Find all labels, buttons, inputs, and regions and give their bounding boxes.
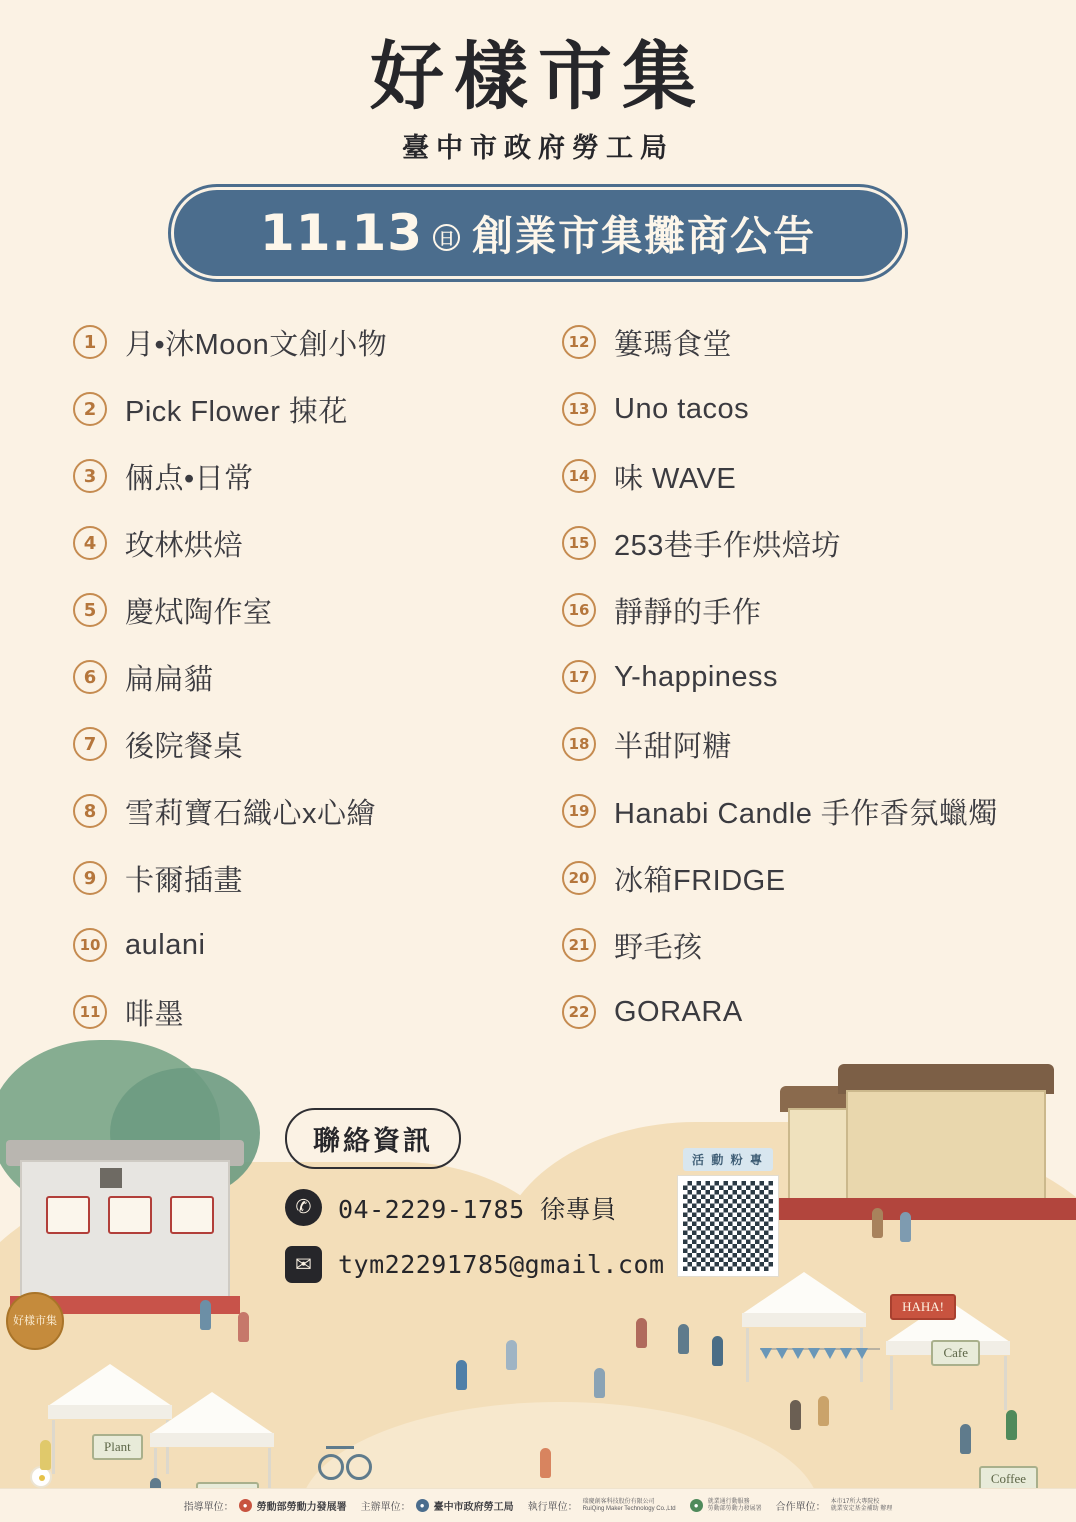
vendor-name: 慶烒陶作室 xyxy=(125,596,273,629)
list-item xyxy=(562,644,1003,711)
vendor-name: Y-happiness xyxy=(614,660,779,693)
announcement-banner xyxy=(171,187,905,279)
person-figure xyxy=(636,1318,647,1348)
list-item xyxy=(73,912,538,979)
page-title: 好樣市集 xyxy=(370,34,706,120)
qr-code-icon[interactable] xyxy=(678,1176,778,1276)
footer-item xyxy=(361,1498,514,1513)
list-item xyxy=(562,778,1003,845)
agency-logo-icon: ● xyxy=(416,1499,429,1512)
contact-phone-row xyxy=(285,1189,665,1226)
list-item xyxy=(73,845,538,912)
vendor-name: 253巷手作烘焙坊 xyxy=(614,529,841,562)
person-figure xyxy=(790,1400,801,1430)
footer-item xyxy=(776,1498,893,1513)
list-item xyxy=(73,979,538,1046)
footer-org: 本市17所大專院校 xyxy=(830,1498,880,1505)
vendor-name: aulani xyxy=(125,928,206,961)
list-item xyxy=(562,711,1003,778)
mail-icon: ✉ xyxy=(285,1246,322,1283)
event-date: 11.13 xyxy=(259,203,424,262)
person-figure xyxy=(540,1448,551,1478)
brick-wall xyxy=(776,1198,1076,1220)
list-item xyxy=(562,443,1003,510)
person-figure xyxy=(818,1396,829,1426)
vendor-name: 月•沐Moon文創小物 xyxy=(125,328,388,361)
vendor-name: 半甜阿糖 xyxy=(614,730,733,763)
contact-email-row xyxy=(285,1246,665,1283)
vendor-name: 卡爾插畫 xyxy=(125,864,244,897)
list-item xyxy=(562,912,1003,979)
plant-stall-sign: Plant xyxy=(92,1434,143,1460)
contact-phone-text: 04-2229-1785 徐專員 xyxy=(338,1194,617,1224)
agency-logo-icon: ● xyxy=(690,1499,703,1512)
list-item xyxy=(562,577,1003,644)
house-window xyxy=(46,1196,90,1234)
footer-item xyxy=(184,1498,347,1513)
vendor-name: 野毛孩 xyxy=(614,931,703,964)
person-figure xyxy=(872,1208,883,1238)
page-subtitle: 臺中市政府勞工局 xyxy=(402,132,674,163)
vendor-number: 6 xyxy=(73,660,107,694)
footer-org: 臺中市政府勞工局 xyxy=(433,1502,514,1513)
list-item xyxy=(562,309,1003,376)
house-window xyxy=(170,1196,214,1234)
vendor-number: 20 xyxy=(562,861,596,895)
vendor-number: 11 xyxy=(73,995,107,1029)
vendor-number: 8 xyxy=(73,794,107,828)
vendor-name: 冰箱FRIDGE xyxy=(614,864,786,897)
footer-label: 合作單位： xyxy=(775,1502,826,1513)
list-item xyxy=(73,577,538,644)
person-figure xyxy=(456,1360,467,1390)
cafe-stall-sign: Cafe xyxy=(931,1340,980,1366)
list-item xyxy=(562,979,1003,1046)
vendor-number: 1 xyxy=(73,325,107,359)
vendor-name: 玫林烘焙 xyxy=(125,529,244,562)
footer-org: 勞動部勞動力發展署 xyxy=(256,1502,347,1513)
footer-org: 瑞慶創客科技股份有限公司 xyxy=(582,1498,655,1505)
vendor-number: 19 xyxy=(562,794,596,828)
vendor-name: Uno tacos xyxy=(614,392,750,425)
person-figure xyxy=(238,1312,249,1342)
agency-logo-icon: ● xyxy=(239,1499,252,1512)
footer-label: 執行單位： xyxy=(527,1502,578,1513)
person-figure xyxy=(960,1424,971,1454)
festival-banner-sign: HAHA! xyxy=(890,1294,956,1320)
list-item xyxy=(73,644,538,711)
list-item xyxy=(73,510,538,577)
vendor-number: 22 xyxy=(562,995,596,1029)
contact-heading: 聯絡資訊 xyxy=(285,1108,461,1169)
list-item xyxy=(562,376,1003,443)
vendor-name: GORARA xyxy=(614,995,743,1028)
footer-label: 指導單位： xyxy=(183,1502,234,1513)
vendor-number: 3 xyxy=(73,459,107,493)
list-item xyxy=(73,443,538,510)
sponsor-footer xyxy=(0,1488,1076,1522)
vendor-name: 靜靜的手作 xyxy=(614,596,762,629)
vendor-name: 簍瑪食堂 xyxy=(614,328,733,361)
vendor-name: Pick Flower 捒花 xyxy=(125,395,348,428)
list-item xyxy=(73,376,538,443)
person-figure xyxy=(678,1324,689,1354)
market-tent-icon xyxy=(150,1392,274,1447)
qr-section xyxy=(678,1148,778,1276)
barn-illustration xyxy=(846,1090,1046,1200)
vendor-number: 21 xyxy=(562,928,596,962)
weekday-badge: 日 xyxy=(433,224,460,251)
vendor-number: 5 xyxy=(73,593,107,627)
person-figure xyxy=(712,1336,723,1366)
poster-header xyxy=(0,0,1076,165)
list-item xyxy=(562,845,1003,912)
footer-org: 就業通行動服務 xyxy=(707,1498,750,1505)
vendor-number: 17 xyxy=(562,660,596,694)
vendor-number: 9 xyxy=(73,861,107,895)
vendor-name: 扁扁貓 xyxy=(125,663,214,696)
vendor-name: 味 WAVE xyxy=(614,462,737,495)
footer-item xyxy=(690,1499,762,1513)
list-item xyxy=(73,711,538,778)
contact-email-text: tym22291785@gmail.com xyxy=(338,1250,665,1279)
vendor-number: 10 xyxy=(73,928,107,962)
person-figure xyxy=(594,1368,605,1398)
coffee-stall-sign: Coffee xyxy=(979,1466,1038,1492)
vendor-name: 倆点•日常 xyxy=(125,462,254,495)
footer-org-sub: 就業安定基金補助 辦理 xyxy=(830,1505,893,1512)
vendor-name: 後院餐桌 xyxy=(125,730,244,763)
footer-item xyxy=(528,1498,676,1513)
vendor-number: 2 xyxy=(73,392,107,426)
qr-label: 活 動 粉 專 xyxy=(683,1148,773,1171)
footer-org-sub: RuiQing Maker Technology Co.,Ltd xyxy=(582,1505,676,1512)
person-figure xyxy=(40,1440,51,1470)
list-item xyxy=(73,309,538,376)
banner-headline: 創業市集攤商公告 xyxy=(472,213,817,260)
footer-label: 主辦單位： xyxy=(360,1502,411,1513)
bunting-flags-icon xyxy=(760,1348,880,1350)
contact-section xyxy=(285,1108,665,1283)
vendor-number: 7 xyxy=(73,727,107,761)
market-stamp-icon: 好樣市集 xyxy=(6,1292,64,1350)
person-figure xyxy=(900,1212,911,1242)
person-figure xyxy=(200,1300,211,1330)
vendor-number: 4 xyxy=(73,526,107,560)
vendor-number: 12 xyxy=(562,325,596,359)
person-figure xyxy=(1006,1410,1017,1440)
vendor-name: 啡墨 xyxy=(125,998,185,1031)
vendor-name: Hanabi Candle 手作香氛蠟燭 xyxy=(614,797,998,830)
phone-icon: ✆ xyxy=(285,1189,322,1226)
vendor-column-right xyxy=(538,309,1003,1046)
vendor-number: 16 xyxy=(562,593,596,627)
vendor-number: 18 xyxy=(562,727,596,761)
person-figure xyxy=(506,1340,517,1370)
vendor-name: 雪莉寶石織心x心繪 xyxy=(125,797,377,830)
announcement-banner-wrap xyxy=(171,187,905,279)
footer-org-sub: 勞動部勞動力發展署 xyxy=(707,1505,762,1512)
vendor-column-left xyxy=(73,309,538,1046)
house-door xyxy=(100,1168,122,1188)
market-tent-icon xyxy=(742,1272,866,1327)
vendor-number: 13 xyxy=(562,392,596,426)
list-item xyxy=(73,778,538,845)
list-item xyxy=(562,510,1003,577)
vendor-number: 14 xyxy=(562,459,596,493)
house-window xyxy=(108,1196,152,1234)
vendor-list xyxy=(73,309,1003,1046)
vendor-number: 15 xyxy=(562,526,596,560)
